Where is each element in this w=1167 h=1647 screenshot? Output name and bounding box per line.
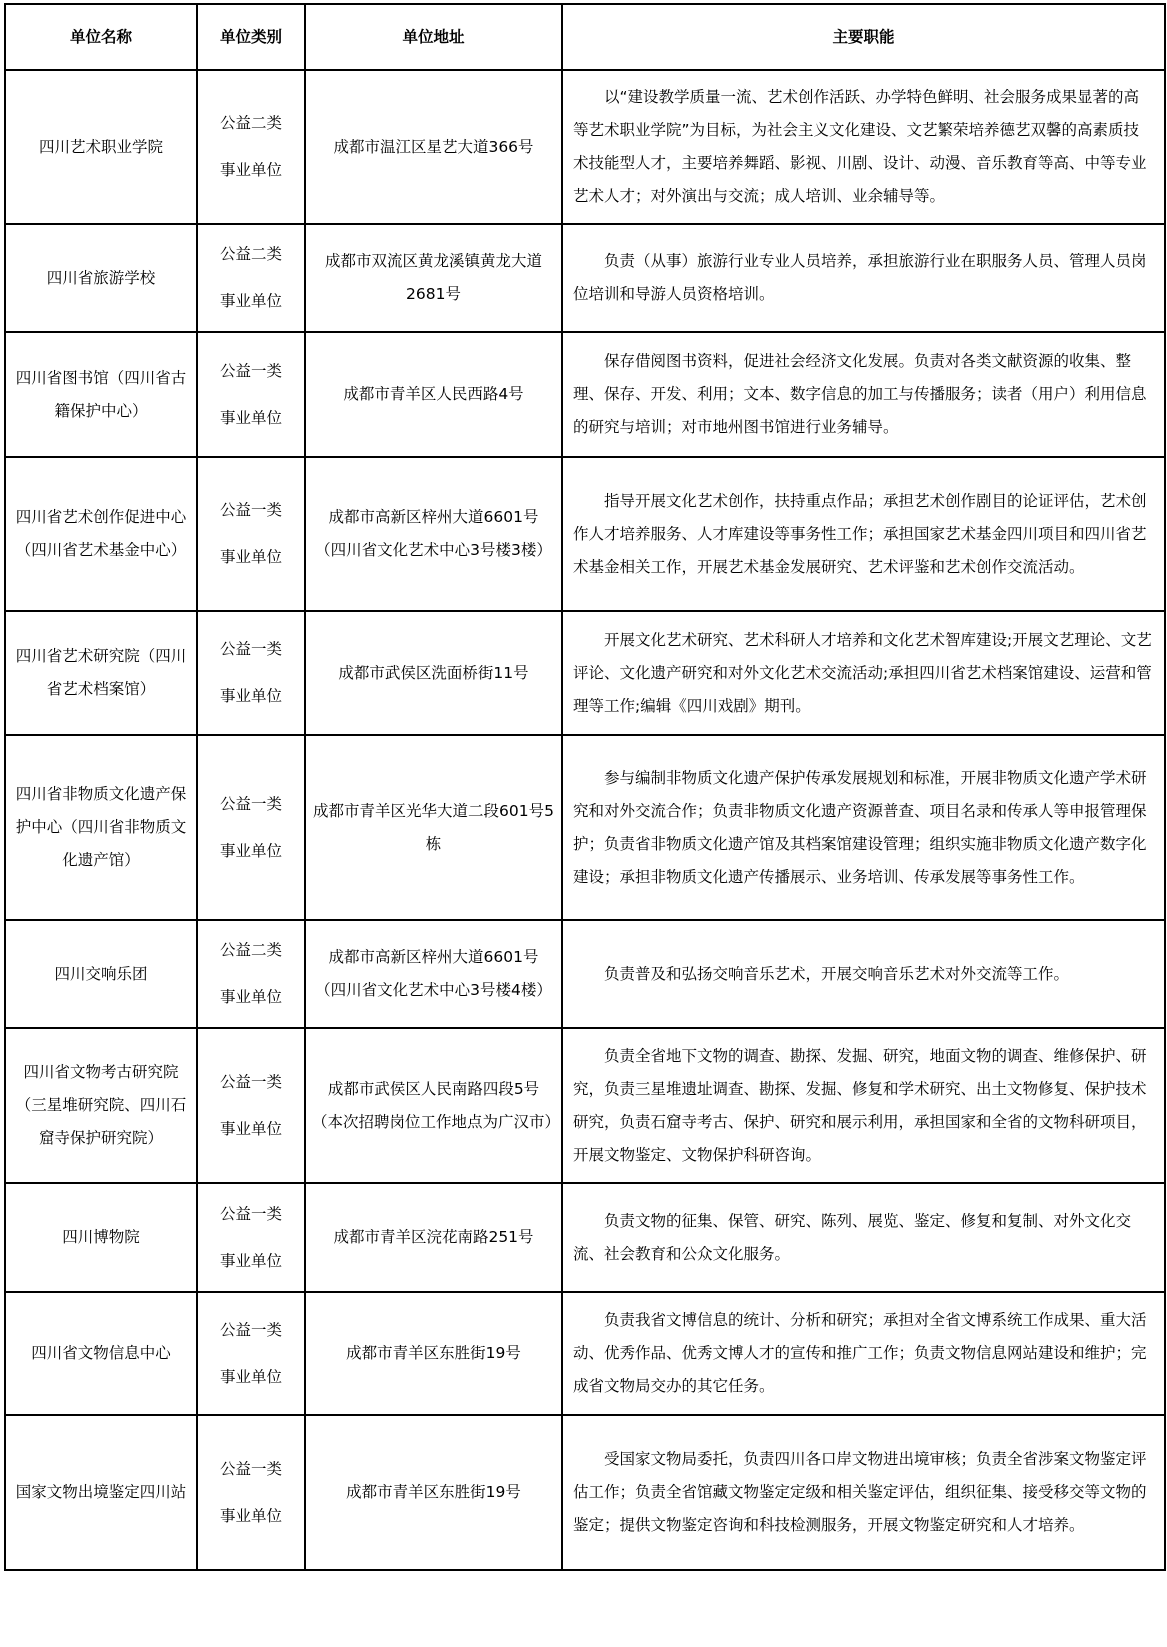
unit-function-text: 负责全省地下文物的调查、勘探、发掘、研究，地面文物的调查、维修保护、研究，负责三星堆遗址调查、勘探、发掘、修复和学术研究、出土文物修复、保护技术研究，负责石窟寺考古、保护、研究和展示利用，承担国家和全省的文物科研项目，开展文物鉴定、文物保护科研咨询。: [573, 1046, 1147, 1164]
unit-category: [197, 332, 305, 457]
unit-function-text: 负责普及和弘扬交响音乐艺术，开展交响音乐艺术对外交流等工作。: [604, 964, 1070, 983]
unit-function-text: 受国家文物局委托，负责四川各口岸文物进出境审核；负责全省涉案文物鉴定评估工作；负责全省馆藏文物鉴定定级和相关鉴定评估，组织征集、接受移交等文物的鉴定；提供文物鉴定咨询和科技检测服务，开展文物鉴定研究和人才培养。: [573, 1450, 1147, 1534]
unit-category: [197, 1292, 305, 1415]
unit-address: [305, 457, 562, 611]
unit-address: [305, 1415, 562, 1570]
unit-address: [305, 1028, 562, 1183]
unit-name-text: 四川博物院: [62, 1228, 140, 1246]
unit-name: [5, 611, 197, 735]
unit-address: [305, 332, 562, 457]
unit-name: [5, 1415, 197, 1570]
unit-address-text: 成都市青羊区人民西路4号: [343, 385, 524, 403]
table-row: [5, 735, 1165, 920]
table-row: [5, 1183, 1165, 1292]
unit-function-text: 参与编制非物质文化遗产保护传承发展规划和标准，开展非物质文化遗产学术研究和对外交流合作；负责非物质文化遗产资源普查、项目名录和传承人等申报管理保护；负责省非物质文化遗产馆及其档案馆建设管理；组织实施非物质文化遗产数字化建设；承担非物质文化遗产传播展示、业务培训、传承发展等事务性工作。: [573, 768, 1147, 886]
unit-category-line1: 公益一类: [219, 361, 282, 380]
unit-address-text: 成都市高新区梓州大道6601号: [328, 508, 539, 526]
table-row: [5, 1028, 1165, 1183]
unit-category-line1: 公益一类: [219, 794, 282, 813]
unit-address: [305, 224, 562, 332]
unit-address-note: （本次招聘岗位工作地点为广汉市）: [312, 1112, 561, 1131]
header-unit-address: 单位地址: [305, 4, 562, 70]
unit-category: [197, 611, 305, 735]
unit-category-line1: 公益一类: [219, 1459, 282, 1478]
unit-category-line1: 公益一类: [219, 501, 282, 519]
unit-category: [197, 457, 305, 611]
unit-address: [305, 1292, 562, 1415]
unit-name: [5, 457, 197, 611]
unit-function: [562, 1292, 1165, 1415]
unit-name-text: 四川省艺术研究院（四川省艺术档案馆）: [15, 647, 187, 698]
unit-name-text: 四川艺术职业学院: [38, 137, 163, 156]
table-row: [5, 70, 1165, 224]
unit-category: [197, 920, 305, 1028]
header-unit-category: 单位类别: [197, 4, 305, 70]
unit-function-text: 以“建设教学质量一流、艺术创作活跃、办学特色鲜明、社会服务成果显著的高等艺术职业学院”为目标，为社会主义文化建设、文艺繁荣培养德艺双馨的高素质技术技能型人才，主要培养舞蹈、影视、川剧、设计、动漫、音乐教育等高、中等专业艺术人才；对外演出与交流；成人培训、业余辅导等。: [573, 88, 1147, 205]
unit-name: [5, 1183, 197, 1292]
header-unit-name: 单位名称: [5, 4, 197, 70]
units-table: [4, 3, 1166, 1571]
unit-name-text: 四川交响乐团: [54, 964, 148, 983]
unit-address-text: 成都市温江区星艺大道366号: [333, 137, 534, 156]
unit-name: [5, 224, 197, 332]
unit-category-line2: 事业单位: [219, 292, 282, 310]
unit-name: [5, 1292, 197, 1415]
unit-category: [197, 1415, 305, 1570]
table-row: [5, 224, 1165, 332]
unit-category: [197, 224, 305, 332]
unit-category-line2: 事业单位: [219, 1119, 282, 1138]
unit-address-note: （四川省文化艺术中心3号楼4楼）: [315, 981, 552, 999]
unit-name-text: 四川省图书馆（四川省古籍保护中心）: [15, 368, 187, 420]
table-row: [5, 611, 1165, 735]
table-row: [5, 332, 1165, 457]
unit-function: [562, 224, 1165, 332]
unit-category-line1: 公益二类: [219, 114, 282, 132]
unit-category-line2: 事业单位: [219, 1506, 282, 1525]
unit-name-text: 四川省旅游学校: [46, 268, 156, 287]
unit-name: [5, 1028, 197, 1183]
unit-category-line2: 事业单位: [219, 408, 282, 427]
unit-name-alias: （三星堆研究院、四川石窟寺保护研究院）: [15, 1096, 187, 1147]
unit-category-line1: 公益一类: [219, 640, 282, 658]
unit-function: [562, 611, 1165, 735]
header-main-function: 主要职能: [562, 4, 1165, 70]
unit-function-text: 开展文化艺术研究、艺术科研人才培养和文化艺术智库建设;开展文艺理论、文艺评论、文化遗产研究和对外文化艺术交流活动;承担四川省艺术档案馆建设、运营和管理等工作;编辑《四川戏剧》期刊。: [573, 630, 1152, 715]
unit-category-line1: 公益一类: [219, 1320, 282, 1339]
unit-function-text: 指导开展文化艺术创作，扶持重点作品；承担艺术创作剧目的论证评估，艺术创作人才培养服务、人才库建设等事务性工作；承担国家艺术基金四川项目和四川省艺术基金相关工作，开展艺术基金发展研究、艺术评鉴和艺术创作交流活动。: [573, 491, 1147, 576]
unit-function: [562, 1415, 1165, 1570]
unit-address: [305, 1183, 562, 1292]
table-row: [5, 1292, 1165, 1415]
unit-address-text: 成都市双流区黄龙溪镇黄龙大道2681号: [324, 252, 542, 303]
unit-category: [197, 1183, 305, 1292]
unit-name: [5, 920, 197, 1028]
unit-address-text: 成都市青羊区东胜街19号: [346, 1344, 521, 1362]
unit-address-text: 成都市青羊区光华大道二段601号5栋: [313, 801, 554, 853]
unit-name-text: 四川省非物质文化遗产保护中心（四川省非物质文化遗产馆）: [15, 785, 187, 869]
unit-category-line1: 公益二类: [219, 245, 282, 263]
table-row: [5, 457, 1165, 611]
unit-function: [562, 735, 1165, 920]
unit-category-line2: 事业单位: [219, 841, 282, 860]
unit-address-text: 成都市武侯区人民南路四段5号: [327, 1079, 540, 1098]
unit-address-text: 成都市高新区梓州大道6601号: [328, 948, 539, 966]
unit-category: [197, 70, 305, 224]
unit-category-line2: 事业单位: [219, 988, 282, 1006]
unit-function-text: 负责（从事）旅游行业专业人员培养，承担旅游行业在职服务人员、管理人员岗位培训和导游人员资格培训。: [573, 252, 1147, 303]
unit-name-text: 国家文物出境鉴定四川站: [15, 1483, 187, 1501]
unit-address: [305, 70, 562, 224]
unit-category-line1: 公益二类: [219, 941, 282, 959]
unit-name: [5, 70, 197, 224]
unit-address-text: 成都市青羊区东胜街19号: [346, 1483, 521, 1501]
unit-category-line2: 事业单位: [219, 161, 282, 179]
unit-function-text: 负责文物的征集、保管、研究、陈列、展览、鉴定、修复和复制、对外文化交流、社会教育和公众文化服务。: [573, 1211, 1132, 1263]
unit-category: [197, 1028, 305, 1183]
table-row: [5, 920, 1165, 1028]
unit-function-text: 保存借阅图书资料，促进社会经济文化发展。负责对各类文献资源的收集、整理、保存、开发、利用；文本、数字信息的加工与传播服务；读者（用户）利用信息的研究与培训；对市地州图书馆进行业务辅导。: [573, 352, 1147, 436]
unit-name-text: 四川省文物信息中心: [31, 1344, 171, 1362]
unit-function: [562, 1183, 1165, 1292]
unit-category-line2: 事业单位: [219, 548, 282, 566]
unit-category-line2: 事业单位: [219, 1367, 282, 1386]
unit-category: [197, 735, 305, 920]
unit-function: [562, 457, 1165, 611]
unit-category-line2: 事业单位: [219, 687, 282, 705]
unit-address: [305, 735, 562, 920]
unit-function: [562, 1028, 1165, 1183]
unit-category-line1: 公益一类: [219, 1204, 282, 1223]
table-header-row: [5, 4, 1165, 70]
unit-address: [305, 611, 562, 735]
unit-function: [562, 332, 1165, 457]
unit-function-text: 负责我省文博信息的统计、分析和研究；承担对全省文博系统工作成果、重大活动、优秀作品、优秀文博人才的宣传和推广工作；负责文物信息网站建设和维护；完成省文物局交办的其它任务。: [573, 1311, 1147, 1395]
unit-function: [562, 920, 1165, 1028]
unit-address: [305, 920, 562, 1028]
unit-category-line2: 事业单位: [219, 1251, 282, 1270]
unit-name: [5, 332, 197, 457]
unit-address-text: 成都市青羊区浣花南路251号: [333, 1228, 534, 1246]
unit-name: [5, 735, 197, 920]
unit-category-line1: 公益一类: [219, 1072, 282, 1091]
table-row: [5, 1415, 1165, 1570]
unit-function: [562, 70, 1165, 224]
unit-name-text: 四川省文物考古研究院: [23, 1063, 179, 1081]
unit-address-text: 成都市武侯区洗面桥街11号: [338, 663, 529, 682]
unit-name-text: 四川省艺术创作促进中心（四川省艺术基金中心）: [15, 508, 187, 559]
unit-address-note: （四川省文化艺术中心3号楼3楼）: [315, 541, 552, 559]
